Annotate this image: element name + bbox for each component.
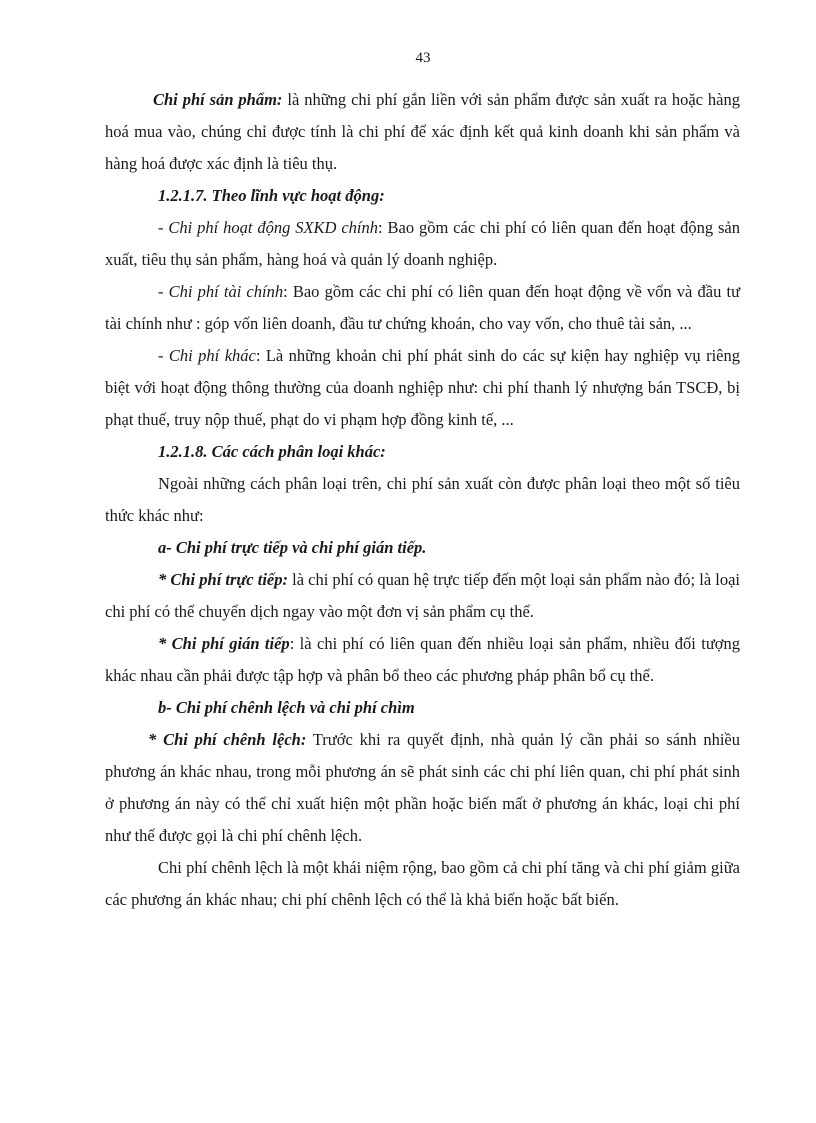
term-sxkd-cost: Chi phí hoạt động SXKD chính — [168, 218, 379, 237]
term-differential-cost: Chi phí chênh lệch: — [163, 730, 307, 749]
term-other-cost: Chi phí khác — [168, 346, 256, 365]
term-financial-cost: Chi phí tài chính — [168, 282, 284, 301]
paragraph-text: : Bao gồm các chi phí có liên quan đến hoạt động sản xuất, tiêu thụ sản phẩm, hàng hoá và quản lý doanh nghiệp. — [105, 218, 741, 269]
paragraph-text: : Bao gồm các chi phí có liên quan đến hoạt động về vốn và đầu tư tài chính như : góp vốn liên doanh, đầu tư chứng khoán, cho vay vốn, cho thuê tài sản, ... — [105, 282, 741, 333]
paragraph-direct-cost — [105, 564, 740, 628]
heading-1217: 1.2.1.7. Theo lĩnh vực hoạt động: — [158, 186, 385, 205]
bullet-star: * — [148, 730, 164, 749]
term-product-cost: Chi phí sản phẩm: — [153, 90, 283, 109]
bullet-star: * — [158, 570, 171, 589]
paragraph-financial-cost — [105, 276, 740, 340]
paragraph-indirect-cost — [105, 628, 740, 692]
dash: - — [158, 282, 169, 301]
paragraph-text: : Là những khoản chi phí phát sinh do các sự kiện hay nghiệp vụ riêng biệt với hoạt động thông thường của doanh nghiệp như: chi phí thanh lý nhượng bán TSCĐ, bị phạt thuế, truy nộp thuế, phạt do vi phạm hợp đồng kinh tế, ... — [105, 346, 740, 429]
paragraph-other-cost — [105, 340, 740, 436]
term-direct-cost: Chi phí trực tiếp: — [170, 570, 288, 589]
paragraph-text: : là chi phí có liên quan đến nhiều loại sản phẩm, nhiều đối tượng khác nhau cần phải được tập hợp và phân bổ theo các phương pháp phân bổ cụ thể. — [105, 634, 741, 685]
bullet-star: * — [158, 634, 172, 653]
paragraph-differential-definition: Chi phí chênh lệch là một khái niệm rộng, bao gồm cả chi phí tăng và chi phí giảm giữa các phương án khác nhau; chi phí chênh lệch có thể là khả biến hoặc bất biến. — [105, 858, 740, 909]
paragraph-text: là những chi phí gắn liền với sản phẩm được sản xuất ra hoặc hàng hoá mua vào, chúng chỉ được tính là chi phí để xác định kết quả kinh doanh khi sản phẩm và hàng hoá được xác định là tiêu thụ. — [105, 90, 740, 173]
heading-differential-sunk: b- Chi phí chênh lệch và chi phí chìm — [158, 698, 415, 717]
paragraph-text: Trước khi ra quyết định, nhà quản lý cần phải so sánh nhiều phương án khác nhau, trong mỗi phương án sẽ phát sinh các chi phí liên quan, chi phí phát sinh ở phương án này có thể chỉ xuất hiện một phần hoặc biến mất ở phương án khác, loại chi phí như thế được gọi là chi phí chênh lệch. — [105, 730, 740, 845]
dash: - — [158, 346, 169, 365]
heading-1218: 1.2.1.8. Các cách phân loại khác: — [158, 442, 386, 461]
heading-direct-indirect: a- Chi phí trực tiếp và chi phí gián tiếp. — [158, 538, 427, 557]
page-number: 43 — [415, 50, 431, 66]
paragraph-text: là chi phí có quan hệ trực tiếp đến một loại sản phẩm nào đó; là loại chi phí có thể chuyển dịch ngay vào một đơn vị sản phẩm cụ thể. — [105, 570, 741, 621]
paragraph-other-classifications: Ngoài những cách phân loại trên, chi phí sản xuất còn được phân loại theo một số tiêu thức khác như: — [105, 474, 740, 525]
term-indirect-cost: Chi phí gián tiếp — [171, 634, 290, 653]
paragraph-product-cost — [105, 84, 740, 180]
page-content — [105, 84, 740, 916]
paragraph-sxkd-cost — [105, 212, 740, 276]
paragraph-differential-cost — [105, 724, 740, 852]
dash: - — [158, 218, 169, 237]
